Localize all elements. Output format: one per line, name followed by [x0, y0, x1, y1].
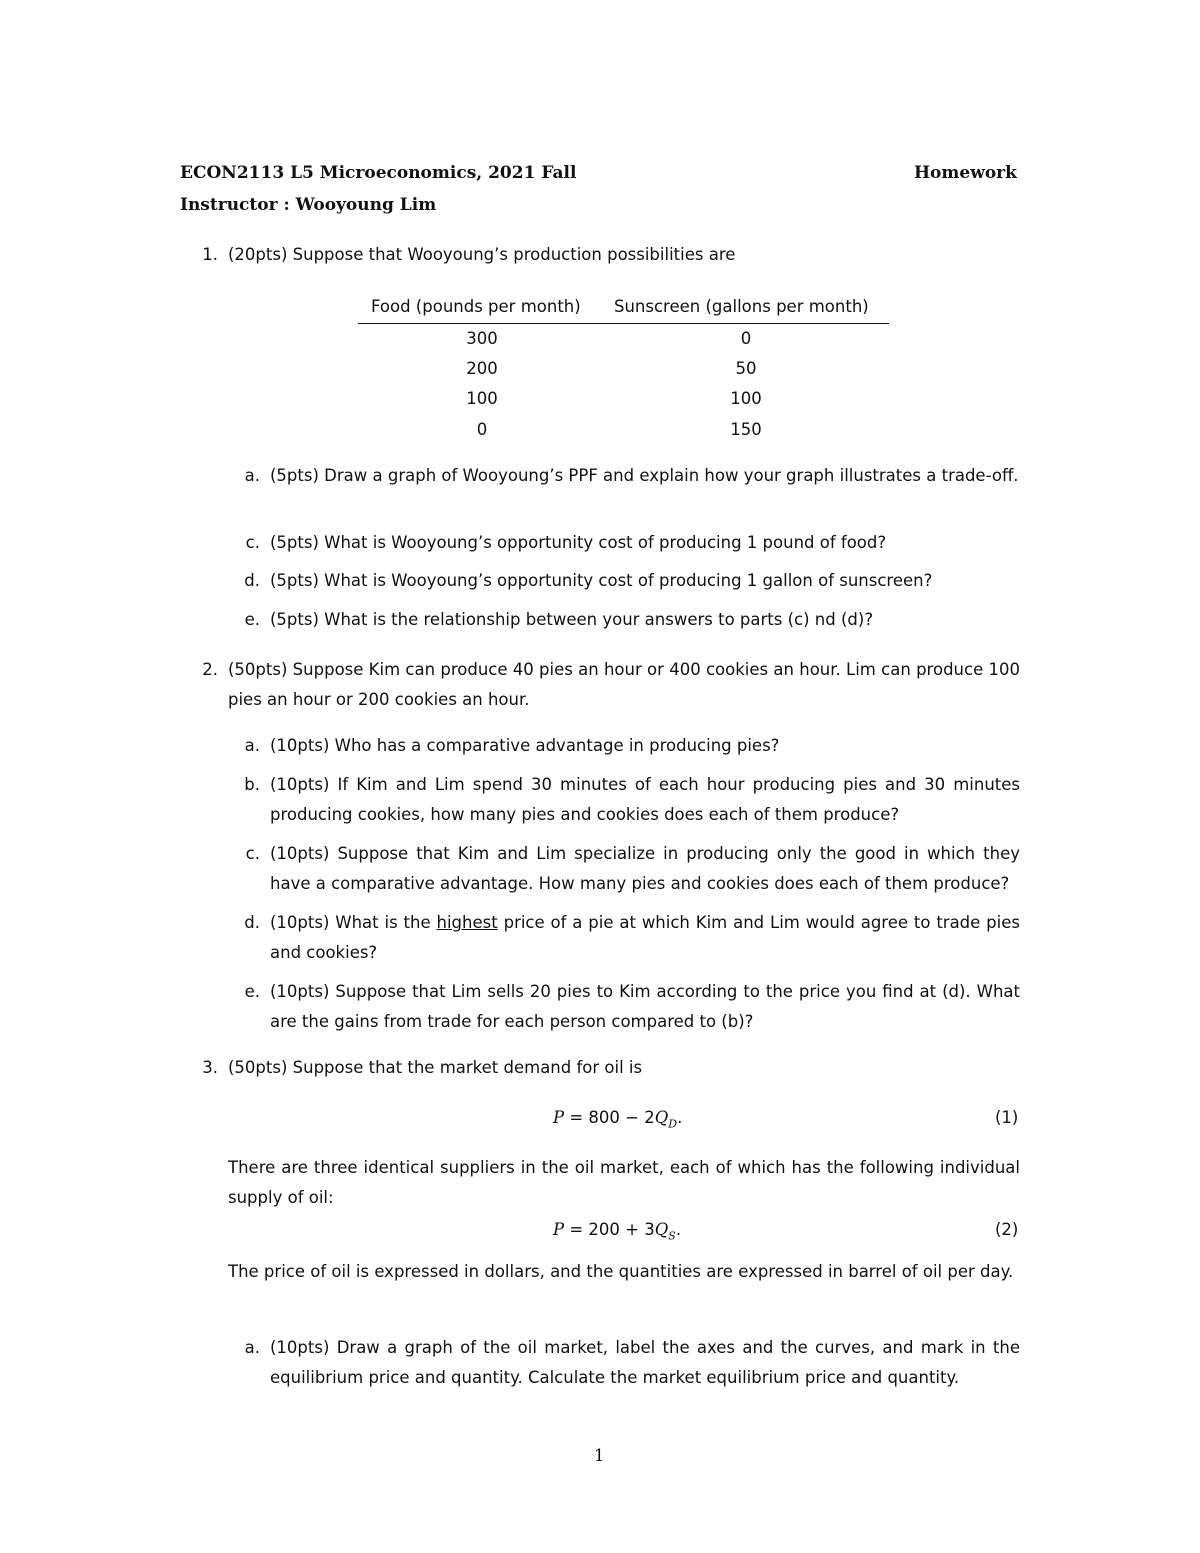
equation-tag-1: (1) — [995, 1108, 1019, 1127]
eq-symbol: Q — [654, 1108, 669, 1127]
q2-number: 2. — [202, 660, 218, 679]
q1-part-d: (5pts) What is Wooyoung’s opportunity cost of producing 1 gallon of sunscreen? — [270, 571, 933, 590]
q2-part-d-text: (10pts) What is the — [270, 913, 437, 932]
instructor: Instructor : Wooyoung Lim — [180, 195, 437, 215]
q2-part-d — [270, 908, 1020, 968]
eq-subscript: S — [668, 1229, 676, 1243]
q2-part-label: c. — [245, 844, 260, 863]
table-cell: 50 — [735, 359, 757, 378]
q1-part-c: (5pts) What is Wooyoung’s opportunity cost of producing 1 pound of food? — [270, 533, 887, 552]
table-cell: 0 — [476, 420, 488, 439]
course-title: ECON2113 L5 Microeconomics, 2021 Fall — [180, 163, 577, 183]
q2-part-c: (10pts) Suppose that Kim and Lim specialize in producing only the good in which they have a comparative advantage. How many pies and cookies does each of them produce? — [270, 844, 1020, 893]
q3-part-a: (10pts) Draw a graph of the oil market, label the axes and the curves, and mark in the equilibrium price and quantity. Calculate the market equilibrium price and quantity. — [270, 1338, 1020, 1387]
q2-part-label: e. — [244, 982, 260, 1001]
q1-part-label: c. — [245, 533, 260, 552]
page-number: 1 — [594, 1446, 605, 1465]
table-cell: 0 — [740, 329, 752, 348]
supply-equation — [553, 1220, 681, 1242]
q1-part-label: d. — [244, 571, 260, 590]
table-cell: 100 — [466, 389, 498, 408]
demand-equation — [553, 1108, 682, 1130]
eq-symbol: P — [553, 1108, 565, 1127]
q2-part-d-emphasis: highest — [436, 913, 498, 932]
q1-intro: (20pts) Suppose that Wooyoung’s production possibilities are — [228, 245, 736, 264]
q2-part-b: (10pts) If Kim and Lim spend 30 minutes of each hour producing pies and 30 minutes producing cookies, how many pies and cookies does each of them produce? — [270, 775, 1020, 824]
document-type: Homework — [914, 163, 1017, 183]
q1-number: 1. — [202, 245, 218, 264]
eq-symbol: Q — [654, 1220, 669, 1239]
table-cell: 100 — [730, 389, 762, 408]
q3-number: 3. — [202, 1058, 218, 1077]
q3-intro: (50pts) Suppose that the market demand for oil is — [228, 1058, 643, 1077]
q2-part-e: (10pts) Suppose that Lim sells 20 pies to Kim according to the price you find at (d). What are the gains from trade for each person compared to (b)? — [270, 982, 1020, 1031]
eq-text: . — [675, 1220, 682, 1239]
q2-part-d-text: price of a pie at which Kim and Lim would agree to trade pies and cookies? — [270, 913, 1020, 962]
table-cell: 150 — [730, 420, 762, 439]
table-cell: 300 — [466, 329, 498, 348]
eq-symbol: P — [553, 1220, 565, 1239]
q2-part-label: d. — [244, 913, 260, 932]
eq-text: = 200 + 3 — [564, 1220, 655, 1239]
eq-subscript: D — [668, 1117, 678, 1131]
table-cell: 200 — [466, 359, 498, 378]
q2-intro: (50pts) Suppose Kim can produce 40 pies an hour or 400 cookies an hour. Lim can produce 100 pies an hour or 200 cookies an hour. — [228, 660, 1020, 709]
q3-mid: There are three identical suppliers in the oil market, each of which has the following individual supply of oil: — [228, 1158, 1020, 1207]
q1-part-label: a. — [244, 466, 260, 485]
q2-part-label: a. — [244, 736, 260, 755]
eq-text: = 800 − 2 — [564, 1108, 655, 1127]
table-header-sunscreen: Sunscreen (gallons per month) — [614, 297, 869, 316]
q1-part-e: (5pts) What is the relationship between your answers to parts (c) nd (d)? — [270, 610, 874, 629]
q2-part-label: b. — [244, 775, 260, 794]
q3-after: The price of oil is expressed in dollars, and the quantities are expressed in barrel of oil per day. — [228, 1262, 1014, 1281]
equation-tag-2: (2) — [995, 1220, 1019, 1239]
q1-part-a: (5pts) Draw a graph of Wooyoung’s PPF and explain how your graph illustrates a trade-off. — [270, 466, 1019, 485]
q3-part-label: a. — [244, 1338, 260, 1357]
table-header-food: Food (pounds per month) — [371, 297, 581, 316]
table-rule — [358, 323, 889, 324]
q2-part-a: (10pts) Who has a comparative advantage in producing pies? — [270, 736, 780, 755]
q1-part-label: e. — [244, 610, 260, 629]
eq-text: . — [677, 1108, 683, 1127]
